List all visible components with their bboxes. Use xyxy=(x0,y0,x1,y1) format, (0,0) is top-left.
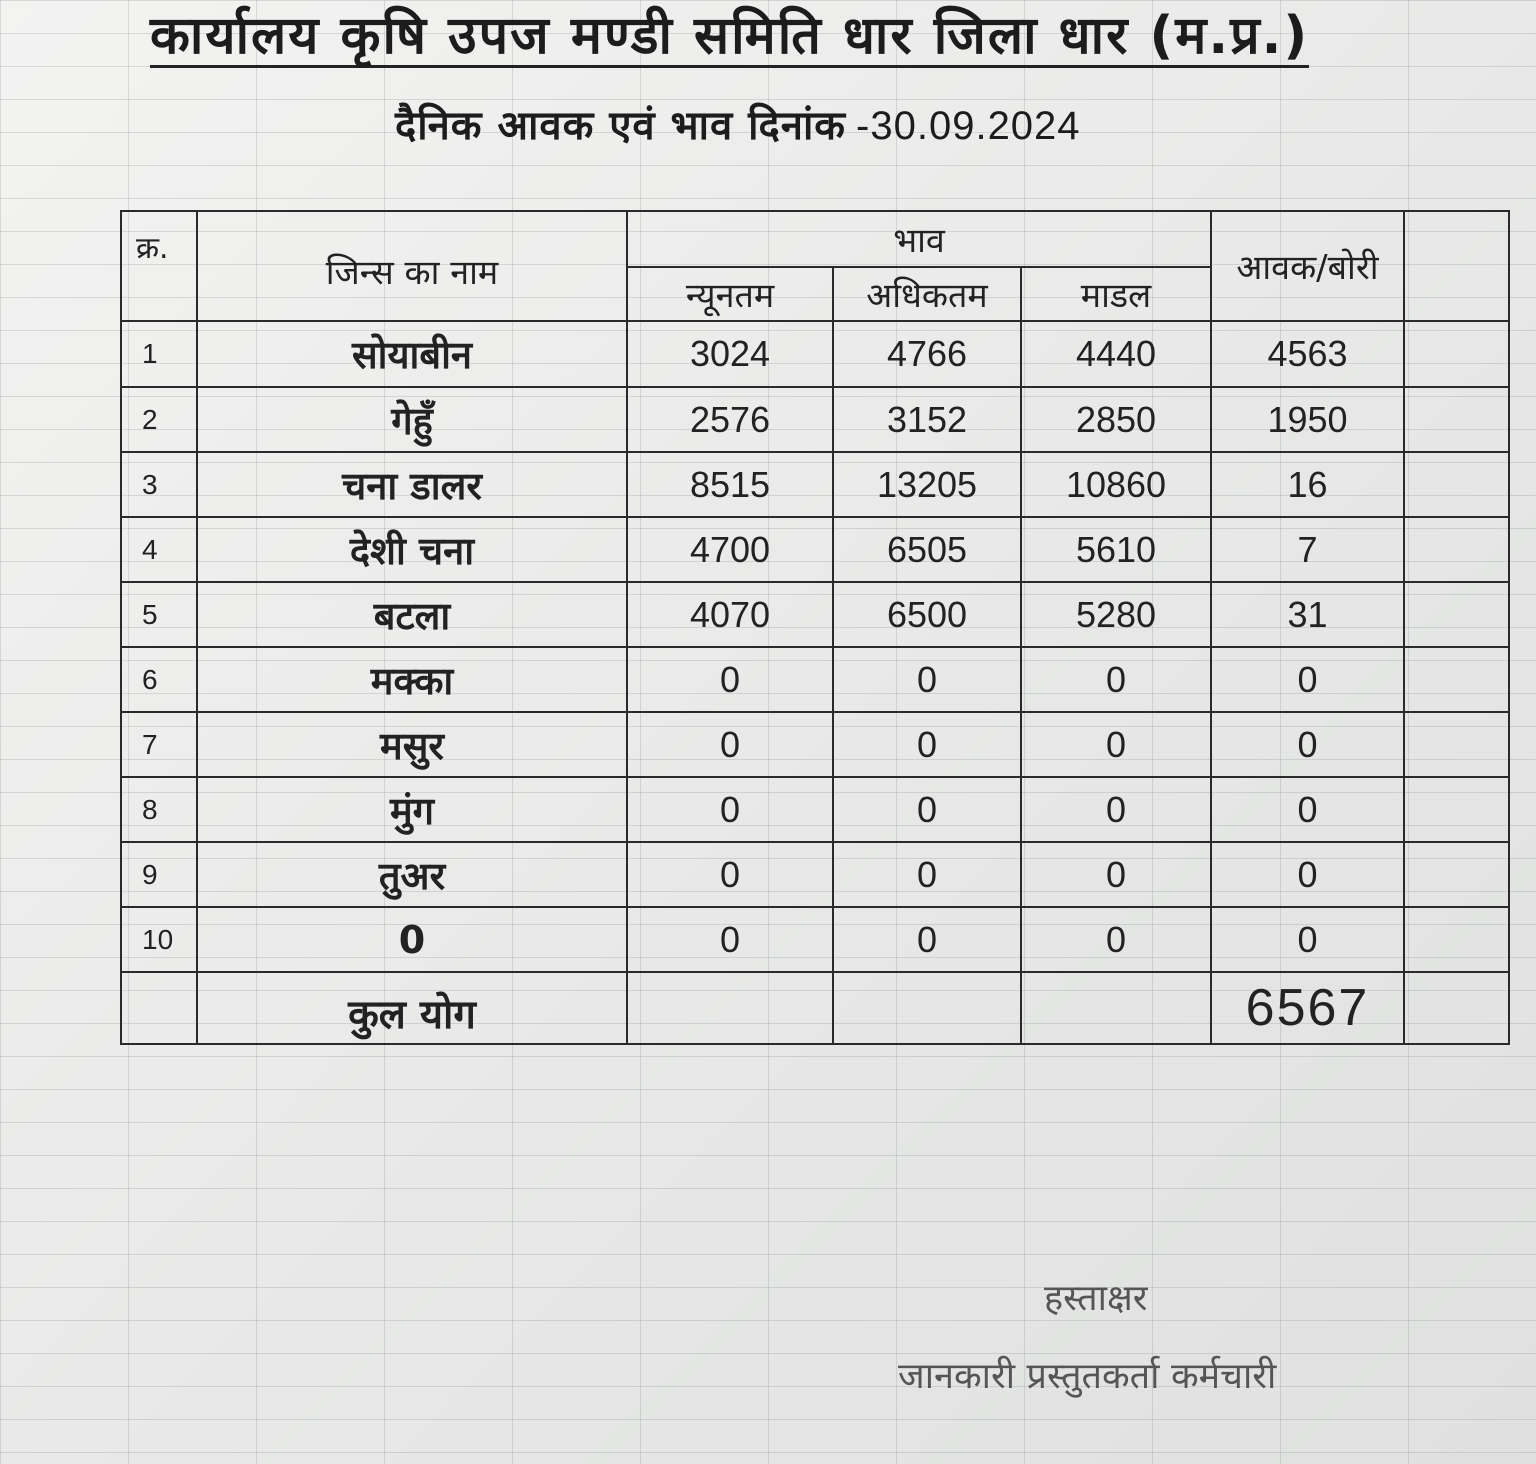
min-price: 2576 xyxy=(627,387,833,452)
report-date: -30.09.2024 xyxy=(856,104,1081,148)
table-row xyxy=(121,321,1509,387)
table-row xyxy=(121,387,1509,452)
modal-price: 4440 xyxy=(1021,321,1211,387)
min-price: 8515 xyxy=(627,452,833,517)
blank-cell xyxy=(1404,712,1509,777)
row-serial: 5 xyxy=(121,582,197,647)
max-price: 0 xyxy=(833,777,1021,842)
row-serial: 7 xyxy=(121,712,197,777)
commodity-name: मसुर xyxy=(197,712,627,777)
row-serial: 6 xyxy=(121,647,197,712)
commodity-name: देशी चना xyxy=(197,517,627,582)
commodity-name: तुअर xyxy=(197,842,627,907)
arrival-bags: 16 xyxy=(1211,452,1404,517)
total-row xyxy=(121,972,1509,1044)
max-price: 4766 xyxy=(833,321,1021,387)
max-price: 6505 xyxy=(833,517,1021,582)
arrival-header: आवक/बोरी xyxy=(1211,211,1404,321)
table-row xyxy=(121,842,1509,907)
page-title: कार्यालय कृषि उपज मण्डी समिति धार जिला धार (म.प्र.) xyxy=(150,8,1309,68)
max-price: 0 xyxy=(833,712,1021,777)
blank-cell xyxy=(1404,387,1509,452)
min-price: 0 xyxy=(627,777,833,842)
arrival-bags: 1950 xyxy=(1211,387,1404,452)
commodity-name: मुंग xyxy=(197,777,627,842)
modal-price: 0 xyxy=(1021,647,1211,712)
arrival-bags: 0 xyxy=(1211,777,1404,842)
max-price: 0 xyxy=(833,907,1021,972)
row-serial: 2 xyxy=(121,387,197,452)
blank-cell xyxy=(1404,647,1509,712)
modal-price-header: माडल xyxy=(1021,267,1211,321)
arrival-price-table xyxy=(120,210,1510,1045)
table-row xyxy=(121,517,1509,582)
min-price: 4700 xyxy=(627,517,833,582)
row-serial: 4 xyxy=(121,517,197,582)
total-blank-min xyxy=(627,972,833,1044)
modal-price: 0 xyxy=(1021,712,1211,777)
commodity-name: सोयाबीन xyxy=(197,321,627,387)
min-price: 0 xyxy=(627,842,833,907)
blank-cell xyxy=(1404,842,1509,907)
min-price: 0 xyxy=(627,907,833,972)
total-blank-cell xyxy=(1404,972,1509,1044)
blank-header-cell xyxy=(1404,211,1509,321)
max-price-header: अधिकतम xyxy=(833,267,1021,321)
commodity-name: मक्का xyxy=(197,647,627,712)
modal-price: 5610 xyxy=(1021,517,1211,582)
row-serial: 3 xyxy=(121,452,197,517)
min-price: 0 xyxy=(627,712,833,777)
row-serial: 10 xyxy=(121,907,197,972)
commodity-name: 0 xyxy=(197,907,627,972)
total-blank-max xyxy=(833,972,1021,1044)
modal-price: 10860 xyxy=(1021,452,1211,517)
modal-price: 0 xyxy=(1021,842,1211,907)
total-label: कुल योग xyxy=(197,972,627,1044)
blank-cell xyxy=(1404,321,1509,387)
max-price: 0 xyxy=(833,647,1021,712)
min-price: 4070 xyxy=(627,582,833,647)
modal-price: 5280 xyxy=(1021,582,1211,647)
min-price: 0 xyxy=(627,647,833,712)
arrival-bags: 0 xyxy=(1211,907,1404,972)
total-blank-modal xyxy=(1021,972,1211,1044)
row-serial: 9 xyxy=(121,842,197,907)
blank-cell xyxy=(1404,517,1509,582)
max-price: 0 xyxy=(833,842,1021,907)
commodity-name: बटला xyxy=(197,582,627,647)
blank-cell xyxy=(1404,582,1509,647)
table-row xyxy=(121,777,1509,842)
header-row-top xyxy=(121,211,1509,267)
arrival-bags: 0 xyxy=(1211,842,1404,907)
arrival-bags: 0 xyxy=(1211,712,1404,777)
max-price: 13205 xyxy=(833,452,1021,517)
row-serial: 8 xyxy=(121,777,197,842)
table-row xyxy=(121,647,1509,712)
serial-header: क्र. xyxy=(121,211,197,321)
subtitle-text: दैनिक आवक एवं भाव दिनांक xyxy=(395,103,847,149)
blank-cell xyxy=(1404,907,1509,972)
table-row xyxy=(121,582,1509,647)
min-price-header: न्यूनतम xyxy=(627,267,833,321)
commodity-header: जिन्स का नाम xyxy=(197,211,627,321)
table-row xyxy=(121,712,1509,777)
arrival-bags: 0 xyxy=(1211,647,1404,712)
report-subtitle xyxy=(395,96,1081,151)
signature-label: हस्ताक्षर xyxy=(1044,1278,1148,1319)
total-blank-serial xyxy=(121,972,197,1044)
blank-cell xyxy=(1404,452,1509,517)
price-group-header: भाव xyxy=(627,211,1211,267)
table-row xyxy=(121,907,1509,972)
table-row xyxy=(121,452,1509,517)
commodity-name: चना डालर xyxy=(197,452,627,517)
arrival-bags: 31 xyxy=(1211,582,1404,647)
modal-price: 0 xyxy=(1021,907,1211,972)
modal-price: 2850 xyxy=(1021,387,1211,452)
max-price: 6500 xyxy=(833,582,1021,647)
modal-price: 0 xyxy=(1021,777,1211,842)
arrival-bags: 4563 xyxy=(1211,321,1404,387)
blank-cell xyxy=(1404,777,1509,842)
arrival-bags: 7 xyxy=(1211,517,1404,582)
min-price: 3024 xyxy=(627,321,833,387)
commodity-name: गेहुँ xyxy=(197,387,627,452)
max-price: 3152 xyxy=(833,387,1021,452)
row-serial: 1 xyxy=(121,321,197,387)
total-arrival-value: 6567 xyxy=(1211,972,1404,1044)
signer-label: जानकारी प्रस्तुतकर्ता कर्मचारी xyxy=(898,1356,1277,1397)
